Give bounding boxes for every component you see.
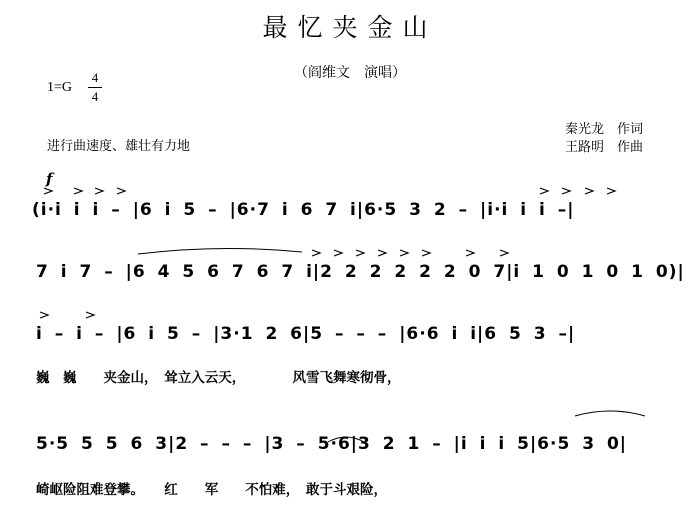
- dynamic-marking: f: [46, 170, 53, 188]
- score-line-1: (i·i i i – |6 i 5 – |6·7 i 6 7 i|6·5 3 2 – |i·i i i –|: [32, 200, 575, 220]
- time-signature-bottom: 4: [91, 89, 99, 104]
- performer-credit: （阎维文 演唱）: [294, 65, 406, 81]
- slur-mark-3: [575, 411, 645, 416]
- score-line-3: i – i – |6 i 5 – |3·1 2 6|5 – – – |6·6 i i|6 5 3 –|: [36, 324, 576, 344]
- slur-mark: [138, 248, 302, 254]
- key-signature: 1=G: [47, 80, 73, 95]
- lyrics-line-1: 巍 巍 夹金山， 耸立入云天， 风雪飞舞寒彻骨，: [36, 370, 401, 386]
- tempo-marking: 进行曲速度、雄壮有力地: [47, 139, 191, 154]
- slur-mark-2: [328, 437, 364, 442]
- lyrics-line-2: 崎岖险阻难登攀。 红 军 不怕难， 敢于斗艰险，: [36, 482, 387, 498]
- composer-credit: 王路明 作曲: [565, 140, 644, 155]
- score-line-4: 5·5 5 5 6 3|2 – – – |3 – 5·6|3 2 1 – |i i i 5|6·5 3 0|: [36, 434, 627, 454]
- lyricist-credit: 秦光龙 作词: [565, 122, 644, 137]
- song-title: 最忆夹金山: [262, 13, 438, 42]
- accent-marks: [40, 188, 615, 318]
- score-line-2: 7 i 7 – |6 4 5 6 7 6 7 i|2 2 2 2 2 2 0 7|i 1 0 1 0 1 0)|: [36, 262, 685, 282]
- time-signature-top: 4: [91, 70, 99, 85]
